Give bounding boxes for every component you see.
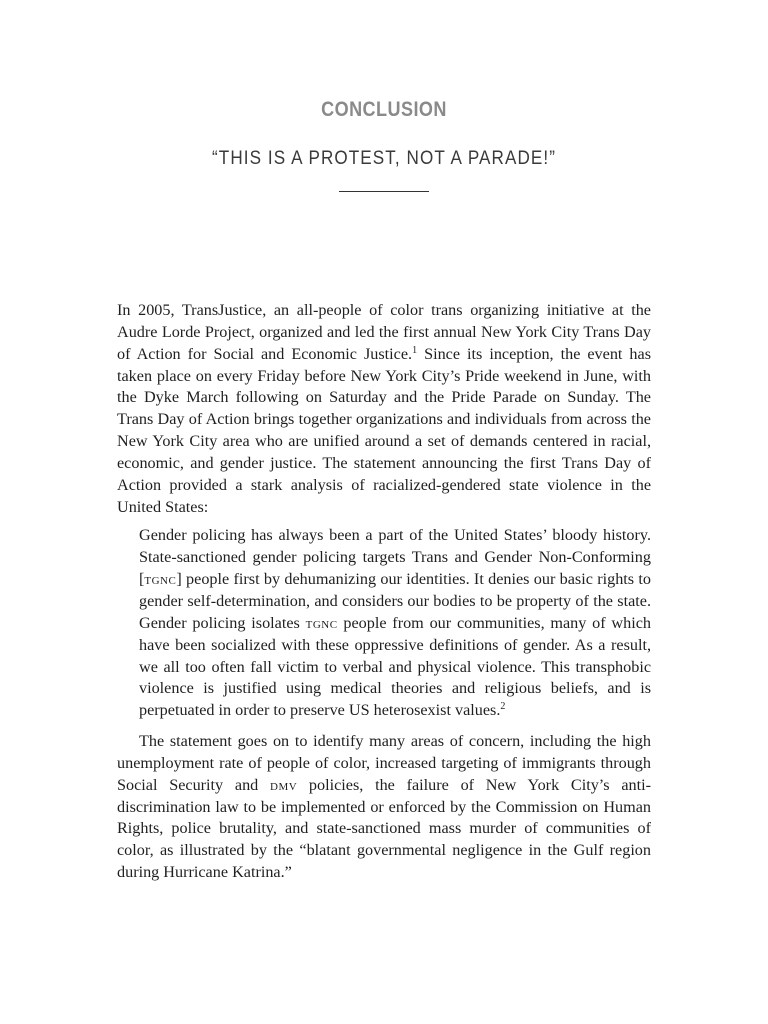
- chapter-title: “THIS IS A PROTEST, NOT A PARADE!”: [212, 148, 556, 169]
- paragraph-second-text-a: The statement goes on to identify many areas of concern, including the high unemployment rate of people of color, increased targeting of immigrants through Social Security and: [117, 732, 651, 794]
- abbreviation-dmv: dmv: [270, 775, 298, 794]
- body-text: [117, 300, 651, 884]
- block-quote-text-c: people from our communities, many of which have been socialized with these oppressive definitions of gender. As a result, we all too often fall victim to verbal and physical violence. This transphobic violence is justified using medical theories and religious beliefs, and is perpetuated in order to preserve US heterosexist values.: [139, 613, 651, 720]
- title-divider: [339, 191, 429, 192]
- abbreviation-tgnc: tgnc: [144, 570, 177, 589]
- paragraph-second: [117, 731, 651, 884]
- abbreviation-tgnc: tgnc: [305, 613, 338, 632]
- block-quote-text-b: ] people first by dehumanizing our identities. It denies our basic rights to gender self-determination, and considers our bodies to be property of the state. Gender policing isolates: [139, 570, 651, 632]
- block-quote-text-a: Gender policing has always been a part of the United States’ bloody history. State-sanctioned gender policing targets Trans and Gender Non-Conforming [: [139, 526, 651, 589]
- paragraph-opening-text-b: Since its inception, the event has taken place on every Friday before New York City’s Pride weekend in June, with the Dyke March following on Saturday and the Pride Parade on Sunday. The Trans Day of Action brings together organizations and individuals from across the New York City area who are unified around a set of demands centered in racial, economic, and gender justice. The statement announcing the first Trans Day of Action provided a stark analysis of racialized-gendered state violence in the United States:: [117, 344, 652, 516]
- paragraph-opening: [117, 300, 651, 518]
- paragraph-opening-text-a: In 2005, TransJustice, an all-people of color trans organizing initiative at the Audre Lorde Project, organized and led the first annual New York City Trans Day of Action for Social and Economic Justice.: [117, 301, 651, 363]
- footnote-marker-1[interactable]: 1: [412, 344, 418, 356]
- block-quote: [139, 525, 651, 722]
- footnote-marker-2[interactable]: 2: [500, 701, 506, 713]
- paragraph-second-text-b: policies, the failure of New York City’s anti-discrimination law to be implemented or enforced by the Commission on Human Rights, police brutality, and state-sanctioned mass murder of communities of color, as illustrated by the “blatant governmental negligence in the Gulf region during Hurricane Katrina.”: [117, 775, 651, 882]
- chapter-label: CONCLUSION: [321, 98, 447, 121]
